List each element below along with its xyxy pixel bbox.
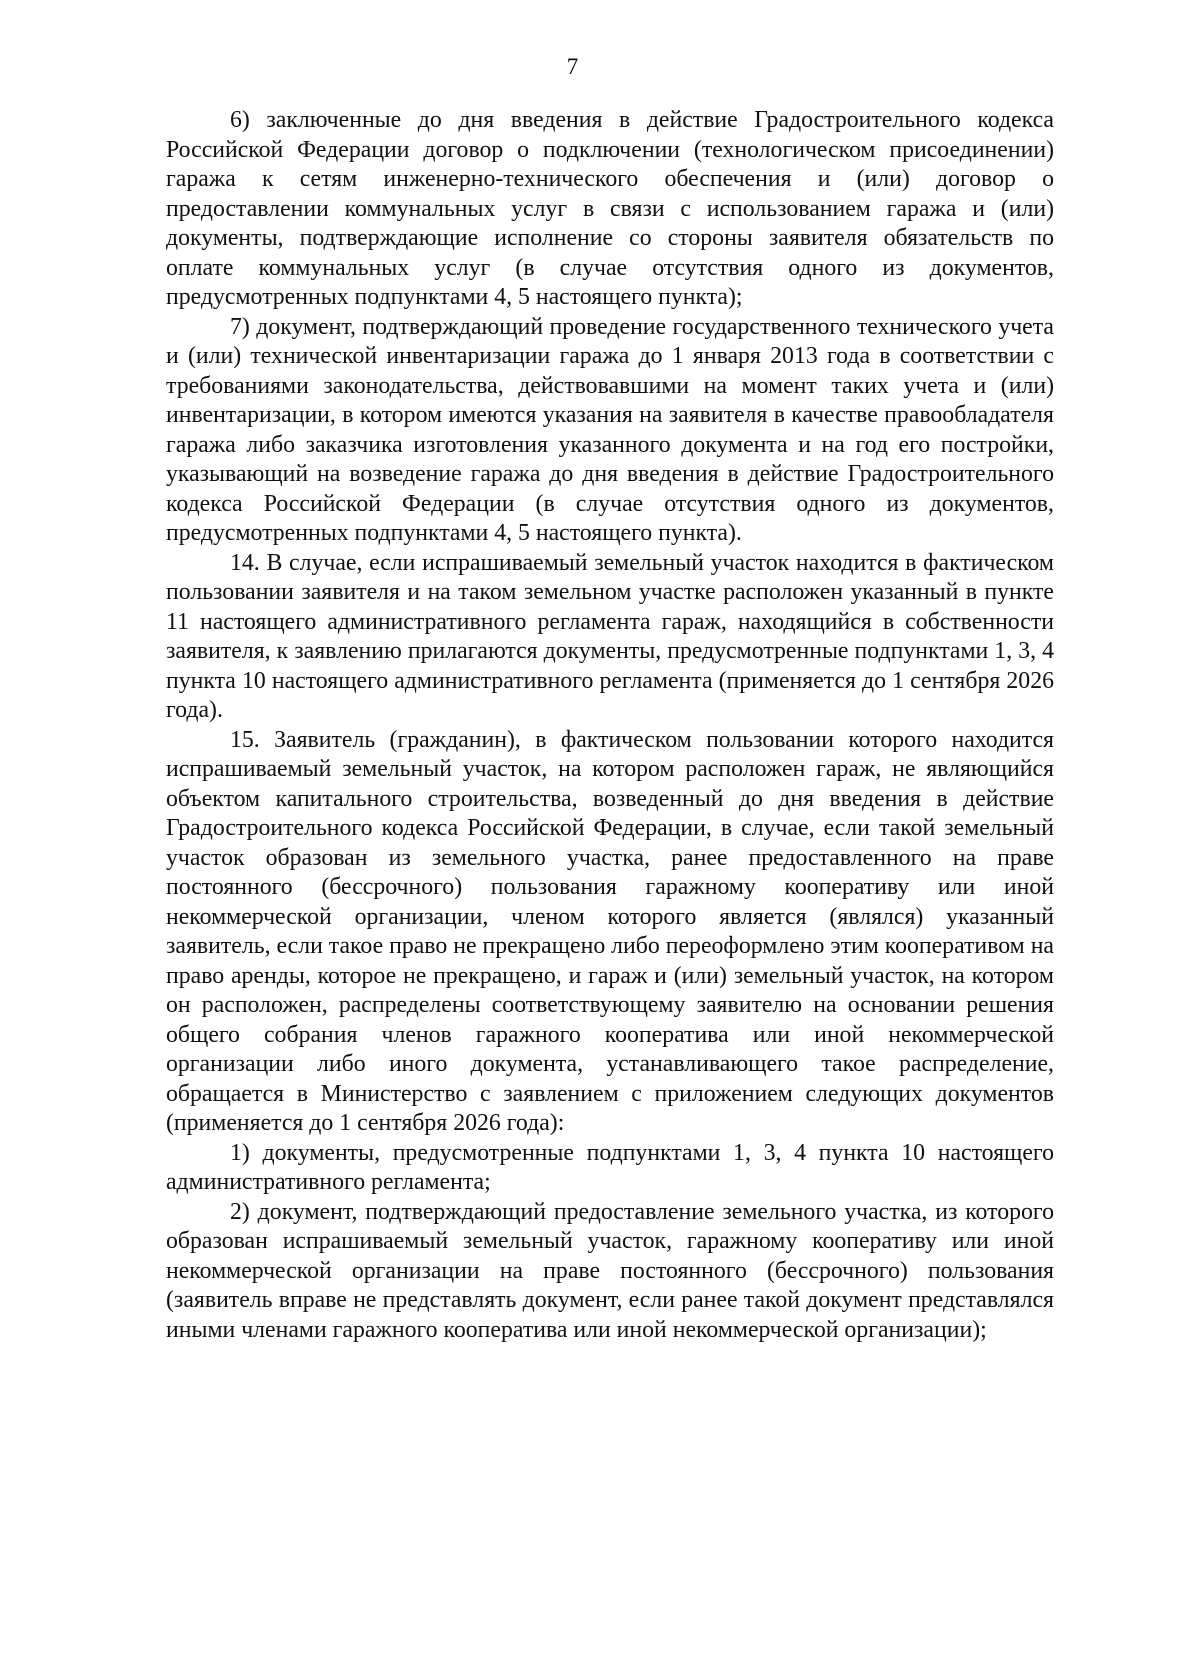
paragraph-subitem-2: 2) документ, подтверждающий предоставление земельного участка, из которого образован испрашиваемый земельный участок, гаражному кооперативу или иной некоммерческой организации на праве постоянного (бессрочного) пользования (заявитель вправе не представлять документ, если ранее такой документ представлялся иными членами гаражного кооператива или иной некоммерческой организации); xyxy=(166,1198,1054,1343)
paragraph-item-7: 7) документ, подтверждающий проведение государственного технического учета и (или) технической инвентаризации гаража до 1 января 2013 года в соответствии с требованиями законодательства, действовавшими на момент таких учета и (или) инвентаризации, в котором имеются указания на заявителя в качестве правообладателя гаража либо заказчика изготовления указанного документа и на год его постройки, указывающий на возведение гаража до дня введения в действие Градостроительного кодекса Российской Федерации (в случае отсутствия одного из документов, предусмотренных подпунктами 4, 5 настоящего пункта). xyxy=(166,313,1054,546)
paragraph-subitem-1: 1) документы, предусмотренные подпунктами 1, 3, 4 пункта 10 настоящего административного регламента; xyxy=(166,1139,1054,1195)
document-body xyxy=(166,106,1054,1345)
paragraph-clause-14: 14. В случае, если испрашиваемый земельный участок находится в фактическом пользовании заявителя и на таком земельном участке расположен указанный в пункте 11 настоящего административного регламента гараж, находящийся в собственности заявителя, к заявлению прилагаются документы, предусмотренные подпунктами 1, 3, 4 пункта 10 настоящего административного регламента (применяется до 1 сентября 2026 года). xyxy=(166,549,1054,723)
paragraph-item-6: 6) заключенные до дня введения в действие Градостроительного кодекса Российской Федерации договор о подключении (технологическом присоединении) гаража к сетям инженерно-технического обеспечения и (или) договор о предоставлении коммунальных услуг в связи с использованием гаража и (или) документы, подтверждающие исполнение со стороны заявителя обязательств по оплате коммунальных услуг (в случае отсутствия одного из документов, предусмотренных подпунктами 4, 5 настоящего пункта); xyxy=(166,107,1054,310)
paragraph-clause-15: 15. Заявитель (гражданин), в фактическом пользовании которого находится испрашиваемый земельный участок, на котором расположен гараж, не являющийся объектом капитального строительства, возведенный до дня введения в действие Градостроительного кодекса Российской Федерации, в случае, если такой земельный участок образован из земельного участка, ранее предоставленного на праве постоянного (бессрочного) пользования гаражному кооперативу или иной некоммерческой организации, членом которого является (являлся) указанный заявитель, если такое право не прекращено либо переоформлено этим кооперативом на право аренды, которое не прекращено, и гараж и (или) земельный участок, на котором он расположен, распределены соответствующему заявителю на основании решения общего собрания членов гаражного кооператива или иной некоммерческой организации либо иного документа, устанавливающего такое распределение, обращается в Министерство с заявлением с приложением следующих документов (применяется до 1 сентября 2026 года): xyxy=(166,726,1054,1136)
page-number: 7 xyxy=(566,54,579,79)
